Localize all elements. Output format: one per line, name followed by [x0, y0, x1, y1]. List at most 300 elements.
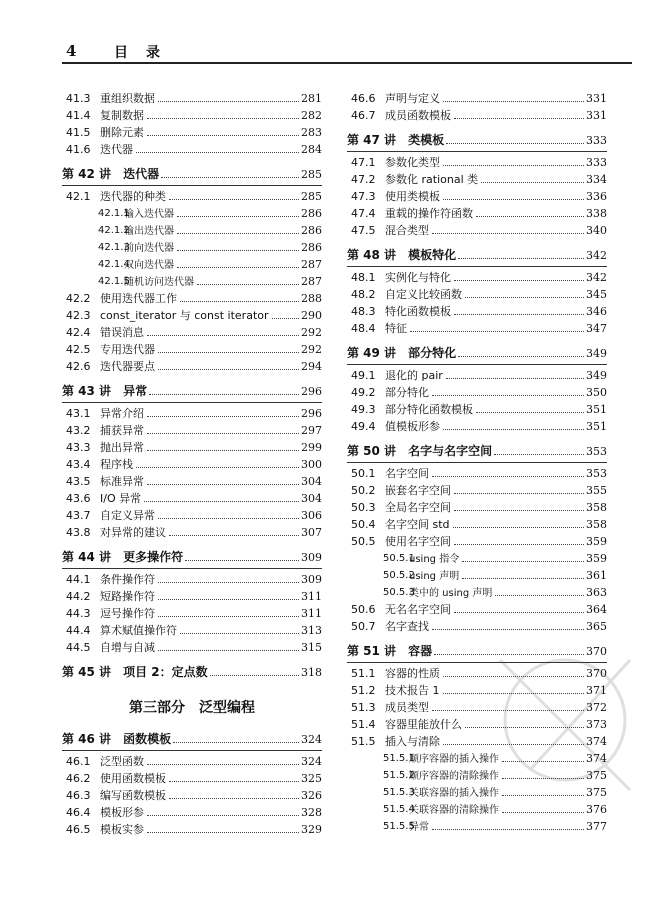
leader-dots [432, 476, 584, 477]
section-entry[interactable] [62, 770, 322, 787]
section-number: 48.3 [351, 305, 376, 318]
section-number: 41.6 [66, 143, 91, 156]
section-title: 容器里能放什么 [385, 718, 462, 731]
page-ref: 353 [586, 467, 607, 480]
leader-dots [161, 177, 299, 178]
chapter-entry[interactable] [62, 662, 322, 683]
section-entry[interactable] [347, 682, 607, 699]
section-number: 51.5.2 [383, 770, 415, 781]
page-ref: 309 [301, 573, 322, 586]
section-title: 顺序容器的清除操作 [409, 771, 499, 782]
subsection-entry[interactable] [347, 818, 607, 835]
section-entry[interactable] [62, 473, 322, 490]
section-entry[interactable] [62, 605, 322, 622]
section-title: 使用迭代器工作 [100, 292, 177, 305]
subsection-entry[interactable] [62, 273, 322, 290]
section-title: 复制数据 [100, 109, 144, 122]
section-title: 短路操作符 [100, 590, 155, 603]
chapter-rule [347, 662, 607, 663]
section-entry[interactable] [347, 303, 607, 320]
section-entry[interactable] [347, 601, 607, 618]
chapter-title: 部分特化 [408, 346, 457, 360]
section-number: 49.1 [351, 369, 376, 382]
section-title: 顺序容器的插入操作 [409, 754, 499, 765]
section-number: 49.2 [351, 386, 376, 399]
leader-dots [158, 582, 299, 583]
section-entry[interactable] [347, 618, 607, 635]
page-ref: 328 [301, 806, 322, 819]
section-entry[interactable] [62, 490, 322, 507]
section-title: 迭代器要点 [100, 360, 155, 373]
section-number: 44.1 [66, 573, 91, 586]
section-entry[interactable] [347, 699, 607, 716]
section-title: 部分特化 [385, 386, 429, 399]
leader-dots [272, 318, 299, 319]
page-ref: 324 [301, 755, 322, 768]
section-number: 46.5 [66, 823, 91, 836]
section-title: 使用名字空间 [385, 535, 451, 548]
chapter-entry[interactable] [347, 245, 607, 266]
section-number: 42.4 [66, 326, 91, 339]
section-entry[interactable] [62, 804, 322, 821]
leader-dots [169, 535, 299, 536]
page-ref: 290 [301, 309, 322, 322]
page-ref: 297 [301, 424, 322, 437]
leader-dots [158, 369, 299, 370]
section-title: 删除元素 [100, 126, 144, 139]
subsection-entry[interactable] [347, 567, 607, 584]
section-number: 43.7 [66, 509, 91, 522]
chapter-entry[interactable] [62, 381, 322, 402]
page-ref: 372 [586, 701, 607, 714]
subsection-entry[interactable] [347, 550, 607, 567]
section-number: 43.5 [66, 475, 91, 488]
leader-dots [177, 233, 299, 234]
section-entry[interactable] [347, 533, 607, 550]
section-number: 50.1 [351, 467, 376, 480]
section-entry[interactable] [347, 269, 607, 286]
leader-dots [136, 152, 299, 153]
section-title: 实例化与特化 [385, 271, 451, 284]
chapter-title: 函数模板 [123, 732, 172, 746]
page-ref: 365 [586, 620, 607, 633]
section-number: 42.1.2 [98, 225, 130, 236]
page-ref: 371 [586, 684, 607, 697]
leader-dots [177, 216, 299, 217]
section-entry[interactable] [347, 516, 607, 533]
section-title: 编写函数模板 [100, 789, 166, 802]
section-entry[interactable] [347, 320, 607, 337]
section-entry[interactable] [62, 588, 322, 605]
leader-dots [454, 544, 584, 545]
section-title: 关联容器的清除操作 [409, 805, 499, 816]
chapter-number: 第 45 讲 [62, 665, 112, 679]
page-ref: 355 [586, 484, 607, 497]
section-title: 全局名字空间 [385, 501, 451, 514]
chapter-title: 类模板 [408, 133, 445, 147]
chapter-title: 异常 [123, 384, 148, 398]
section-number: 44.3 [66, 607, 91, 620]
section-number: 47.4 [351, 207, 376, 220]
leader-dots [443, 199, 584, 200]
page-ref: 281 [301, 92, 322, 105]
chapter-title: 容器 [408, 644, 433, 658]
section-number: 50.3 [351, 501, 376, 514]
section-number: 50.5.1 [383, 553, 415, 564]
section-title: 输入迭代器 [124, 209, 174, 220]
subsection-entry[interactable] [347, 767, 607, 784]
section-entry[interactable] [62, 753, 322, 770]
chapter-title: 模板特化 [408, 248, 457, 262]
section-entry[interactable] [347, 465, 607, 482]
section-title: 特化函数模板 [385, 305, 451, 318]
chapter-rule [62, 185, 322, 186]
section-title: 值模板形参 [385, 420, 440, 433]
section-number: 50.5 [351, 535, 376, 548]
section-entry[interactable] [62, 188, 322, 205]
leader-dots [454, 493, 584, 494]
page-number: 4 [66, 42, 77, 60]
section-number: 50.5.2 [383, 570, 415, 581]
leader-dots [432, 233, 584, 234]
page-ref: 313 [301, 624, 322, 637]
leader-dots [494, 454, 584, 455]
section-number: 46.2 [66, 772, 91, 785]
section-title: 逗号操作符 [100, 607, 155, 620]
section-entry[interactable] [62, 439, 322, 456]
header-rule [62, 62, 632, 64]
leader-dots [169, 199, 299, 200]
section-number: 50.2 [351, 484, 376, 497]
page-ref: 370 [586, 645, 607, 658]
leader-dots [410, 331, 584, 332]
page-ref: 282 [301, 109, 322, 122]
page-ref: 363 [586, 586, 607, 599]
leader-dots [177, 267, 299, 268]
section-entry[interactable] [347, 482, 607, 499]
page-ref: 287 [301, 275, 322, 288]
page-ref: 336 [586, 190, 607, 203]
chapter-entry[interactable] [62, 547, 322, 568]
chapter-rule [62, 750, 322, 751]
section-number: 42.1.1 [98, 208, 130, 219]
section-entry[interactable] [347, 222, 607, 239]
page-ref: 287 [301, 258, 322, 271]
section-title: 异常 [409, 822, 429, 833]
chapter-number: 第 43 讲 [62, 384, 112, 398]
page-ref: 311 [301, 590, 322, 603]
section-title: 输出迭代器 [124, 226, 174, 237]
chapter-number: 第 47 讲 [347, 133, 397, 147]
section-entry[interactable] [62, 324, 322, 341]
chapter-entry[interactable] [62, 729, 322, 750]
page-ref: 358 [586, 501, 607, 514]
toc-left-column [62, 90, 322, 838]
chapter-entry[interactable] [347, 641, 607, 662]
page-ref: 347 [586, 322, 607, 335]
page-ref: 342 [586, 249, 607, 262]
section-title: 抛出异常 [100, 441, 144, 454]
section-entry[interactable] [62, 639, 322, 656]
page-ref: 358 [586, 518, 607, 531]
leader-dots [158, 599, 299, 600]
leader-dots [169, 798, 299, 799]
leader-dots [180, 301, 299, 302]
page-ref: 286 [301, 224, 322, 237]
section-entry[interactable] [347, 418, 607, 435]
leader-dots [158, 518, 299, 519]
section-title: 技术报告 1 [385, 684, 440, 697]
section-number: 49.3 [351, 403, 376, 416]
page-ref: 351 [586, 420, 607, 433]
section-number: 46.7 [351, 109, 376, 122]
leader-dots [147, 416, 299, 417]
section-entry[interactable] [347, 367, 607, 384]
section-entry[interactable] [347, 286, 607, 303]
page-ref: 350 [586, 386, 607, 399]
section-title: 自定义比较函数 [385, 288, 462, 301]
leader-dots [432, 395, 584, 396]
leader-dots [147, 484, 299, 485]
page-ref: 374 [586, 735, 607, 748]
section-entry[interactable] [62, 456, 322, 473]
toc-right-column [347, 90, 607, 835]
leader-dots [443, 165, 584, 166]
section-entry[interactable] [347, 401, 607, 418]
section-entry[interactable] [347, 716, 607, 733]
page-ref: 294 [301, 360, 322, 373]
section-title: 重载的操作符函数 [385, 207, 473, 220]
leader-dots [432, 710, 584, 711]
subsection-entry[interactable] [62, 239, 322, 256]
subsection-entry[interactable] [347, 801, 607, 818]
leader-dots [443, 429, 584, 430]
page-ref: 329 [301, 823, 322, 836]
leader-dots [432, 829, 584, 830]
leader-dots [432, 629, 584, 630]
section-number: 51.4 [351, 718, 376, 731]
page-ref: 346 [586, 305, 607, 318]
section-entry[interactable] [347, 171, 607, 188]
section-title: 使用类模板 [385, 190, 440, 203]
section-entry[interactable] [62, 571, 322, 588]
leader-dots [136, 467, 299, 468]
section-title: 迭代器的种类 [100, 190, 166, 203]
page-ref: 284 [301, 143, 322, 156]
leader-dots [147, 118, 299, 119]
page-ref: 373 [586, 718, 607, 731]
leader-dots [502, 761, 584, 762]
section-title: 容器的性质 [385, 667, 440, 680]
section-number: 47.5 [351, 224, 376, 237]
section-title: 参数化类型 [385, 156, 440, 169]
leader-dots [462, 578, 584, 579]
page-ref: 345 [586, 288, 607, 301]
section-number: 42.3 [66, 309, 91, 322]
page-ref: 285 [301, 190, 322, 203]
section-entry[interactable] [347, 107, 607, 124]
section-number: 42.1.3 [98, 242, 130, 253]
page-ref: 325 [301, 772, 322, 785]
section-title: 专用迭代器 [100, 343, 155, 356]
chapter-entry[interactable] [347, 130, 607, 151]
section-title: 名字空间 std [385, 518, 450, 531]
chapter-entry[interactable] [347, 441, 607, 462]
section-entry[interactable] [347, 205, 607, 222]
section-title: 自增与自减 [100, 641, 155, 654]
section-number: 46.6 [351, 92, 376, 105]
section-title: 自定义异常 [100, 509, 155, 522]
section-number: 51.5.5 [383, 821, 415, 832]
page-header [62, 40, 632, 64]
leader-dots [147, 832, 299, 833]
section-entry[interactable] [62, 524, 322, 541]
section-entry[interactable] [62, 507, 322, 524]
section-entry[interactable] [62, 290, 322, 307]
section-number: 50.5.3 [383, 587, 415, 598]
page-ref: 304 [301, 492, 322, 505]
leader-dots [458, 356, 584, 357]
section-entry[interactable] [347, 384, 607, 401]
chapter-rule [62, 402, 322, 403]
leader-dots [158, 616, 299, 617]
section-entry[interactable] [62, 622, 322, 639]
page-ref: 377 [586, 820, 607, 833]
section-entry[interactable] [347, 154, 607, 171]
leader-dots [147, 135, 299, 136]
chapter-entry[interactable] [62, 164, 322, 185]
section-entry[interactable] [62, 307, 322, 324]
page-ref: 296 [301, 407, 322, 420]
section-number: 51.2 [351, 684, 376, 697]
section-entry[interactable] [62, 124, 322, 141]
leader-dots [443, 744, 584, 745]
section-entry[interactable] [347, 90, 607, 107]
page-ref: 326 [301, 789, 322, 802]
chapter-entry[interactable] [347, 343, 607, 364]
section-number: 43.1 [66, 407, 91, 420]
section-title: 随机访问迭代器 [124, 277, 194, 288]
section-entry[interactable] [62, 90, 322, 107]
chapter-number: 第 50 讲 [347, 444, 397, 458]
section-entry[interactable] [62, 821, 322, 838]
page-ref: 306 [301, 509, 322, 522]
section-number: 48.2 [351, 288, 376, 301]
leader-dots [502, 795, 584, 796]
chapter-title: 名字与名字空间 [408, 444, 493, 458]
leader-dots [481, 182, 584, 183]
section-title: 关联容器的插入操作 [409, 788, 499, 799]
leader-dots [443, 101, 584, 102]
section-entry[interactable] [62, 405, 322, 422]
section-number: 44.4 [66, 624, 91, 637]
leader-dots [462, 561, 584, 562]
leader-dots [210, 675, 299, 676]
section-entry[interactable] [62, 787, 322, 804]
section-title: 名字查找 [385, 620, 429, 633]
page-ref: 304 [301, 475, 322, 488]
section-entry[interactable] [62, 107, 322, 124]
section-number: 51.3 [351, 701, 376, 714]
page-ref: 311 [301, 607, 322, 620]
page-ref: 376 [586, 803, 607, 816]
section-title: 泛型函数 [100, 755, 144, 768]
section-entry[interactable] [347, 665, 607, 682]
chapter-number: 第 46 讲 [62, 732, 112, 746]
section-title: 参数化 rational 类 [385, 173, 479, 186]
subsection-entry[interactable] [347, 750, 607, 767]
page-ref: 334 [586, 173, 607, 186]
page-ref: 286 [301, 207, 322, 220]
section-entry[interactable] [62, 341, 322, 358]
leader-dots [147, 433, 299, 434]
page-title: 目录 [114, 45, 178, 61]
section-title: 混合类型 [385, 224, 429, 237]
section-title: const_iterator 与 const iterator [100, 309, 269, 322]
section-entry[interactable] [62, 141, 322, 158]
section-title: 部分特化函数模板 [385, 403, 473, 416]
leader-dots [147, 815, 299, 816]
leader-dots [446, 378, 584, 379]
section-title: 插入与清除 [385, 735, 440, 748]
leader-dots [177, 250, 299, 251]
leader-dots [173, 742, 299, 743]
section-number: 47.2 [351, 173, 376, 186]
section-entry[interactable] [347, 188, 607, 205]
section-title: 无名名字空间 [385, 603, 451, 616]
page-ref: 342 [586, 271, 607, 284]
leader-dots [454, 510, 584, 511]
leader-dots [197, 284, 299, 285]
page-ref: 340 [586, 224, 607, 237]
subsection-entry[interactable] [347, 784, 607, 801]
page-ref: 309 [301, 551, 322, 564]
section-title: 使用函数模板 [100, 772, 166, 785]
leader-dots [502, 812, 584, 813]
page-ref: 370 [586, 667, 607, 680]
section-entry[interactable] [347, 499, 607, 516]
page-ref: 331 [586, 92, 607, 105]
page-ref: 292 [301, 343, 322, 356]
leader-dots [495, 595, 584, 596]
subsection-entry[interactable] [62, 222, 322, 239]
subsection-entry[interactable] [347, 584, 607, 601]
section-title: 标准异常 [100, 475, 144, 488]
chapter-number: 第 48 讲 [347, 248, 397, 262]
subsection-entry[interactable] [62, 205, 322, 222]
chapter-rule [347, 266, 607, 267]
section-number: 50.6 [351, 603, 376, 616]
section-title: 成员函数模板 [385, 109, 451, 122]
leader-dots [185, 560, 299, 561]
section-title: 错误消息 [100, 326, 144, 339]
leader-dots [147, 335, 299, 336]
section-title: 条件操作符 [100, 573, 155, 586]
leader-dots [443, 693, 585, 694]
page-ref: 288 [301, 292, 322, 305]
section-title: 前向迭代器 [124, 243, 174, 254]
page-ref: 292 [301, 326, 322, 339]
section-number: 43.3 [66, 441, 91, 454]
subsection-entry[interactable] [62, 256, 322, 273]
page-ref: 364 [586, 603, 607, 616]
chapter-number: 第 42 讲 [62, 167, 112, 181]
section-entry[interactable] [62, 422, 322, 439]
section-entry[interactable] [62, 358, 322, 375]
leader-dots [454, 118, 584, 119]
section-entry[interactable] [347, 733, 607, 750]
section-number: 46.1 [66, 755, 91, 768]
